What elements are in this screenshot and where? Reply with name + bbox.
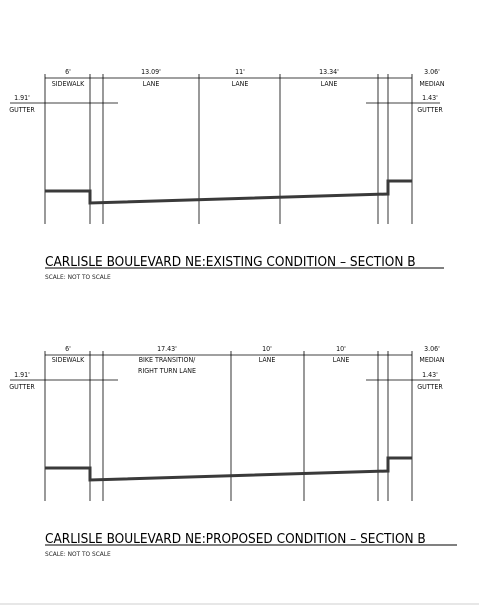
lane-1-label: LANE: [142, 80, 160, 88]
lane-3-label: LANE: [320, 80, 338, 88]
sidewalk-dimension: 6': [65, 345, 71, 353]
sidewalk-dimension: 6': [65, 68, 71, 76]
existing-section: [9, 68, 445, 281]
gutter-left-dimension: 1.91': [14, 94, 30, 102]
road-profile: [45, 181, 412, 203]
lane-2-dimension: 11': [235, 68, 245, 76]
road-profile: [45, 458, 412, 480]
gutter-right-dimension: 1.43': [422, 94, 438, 102]
lane-2-dimension: 10': [336, 345, 346, 353]
gutter-left-label: GUTTER: [9, 106, 35, 114]
lane-1-dimension: 13.09': [141, 68, 161, 76]
gutter-right-dimension: 1.43': [422, 371, 438, 379]
lane-1-label: LANE: [258, 356, 276, 364]
lane-1-dimension: 10': [262, 345, 272, 353]
gutter-right-label: GUTTER: [417, 383, 443, 391]
gutter-right-label: GUTTER: [417, 106, 443, 114]
sidewalk-label: SIDEWALK: [51, 80, 85, 88]
median-label: MEDIAN: [419, 80, 445, 88]
section-title: CARLISLE BOULEVARD NE:EXISTING CONDITION – SECTION B: [45, 254, 416, 270]
lane-2-label: LANE: [231, 80, 249, 88]
bike-lane-label-line-2: RIGHT TURN LANE: [138, 367, 196, 375]
median-label: MEDIAN: [419, 356, 445, 364]
proposed-section: [9, 345, 457, 558]
gutter-left-label: GUTTER: [9, 383, 35, 391]
median-dimension: 3.06': [424, 68, 440, 76]
lane-3-dimension: 13.34': [319, 68, 339, 76]
section-title: CARLISLE BOULEVARD NE:PROPOSED CONDITION – SECTION B: [45, 531, 426, 547]
scale-note: SCALE: NOT TO SCALE: [45, 273, 111, 281]
sidewalk-label: SIDEWALK: [51, 356, 85, 364]
scale-note: SCALE: NOT TO SCALE: [45, 550, 111, 558]
lane-2-label: LANE: [332, 356, 350, 364]
median-dimension: 3.06': [424, 345, 440, 353]
bike-lane-dimension: 17.43': [157, 345, 177, 353]
gutter-left-dimension: 1.91': [14, 371, 30, 379]
bike-lane-label-line-1: BIKE TRANSITION/: [138, 356, 196, 364]
